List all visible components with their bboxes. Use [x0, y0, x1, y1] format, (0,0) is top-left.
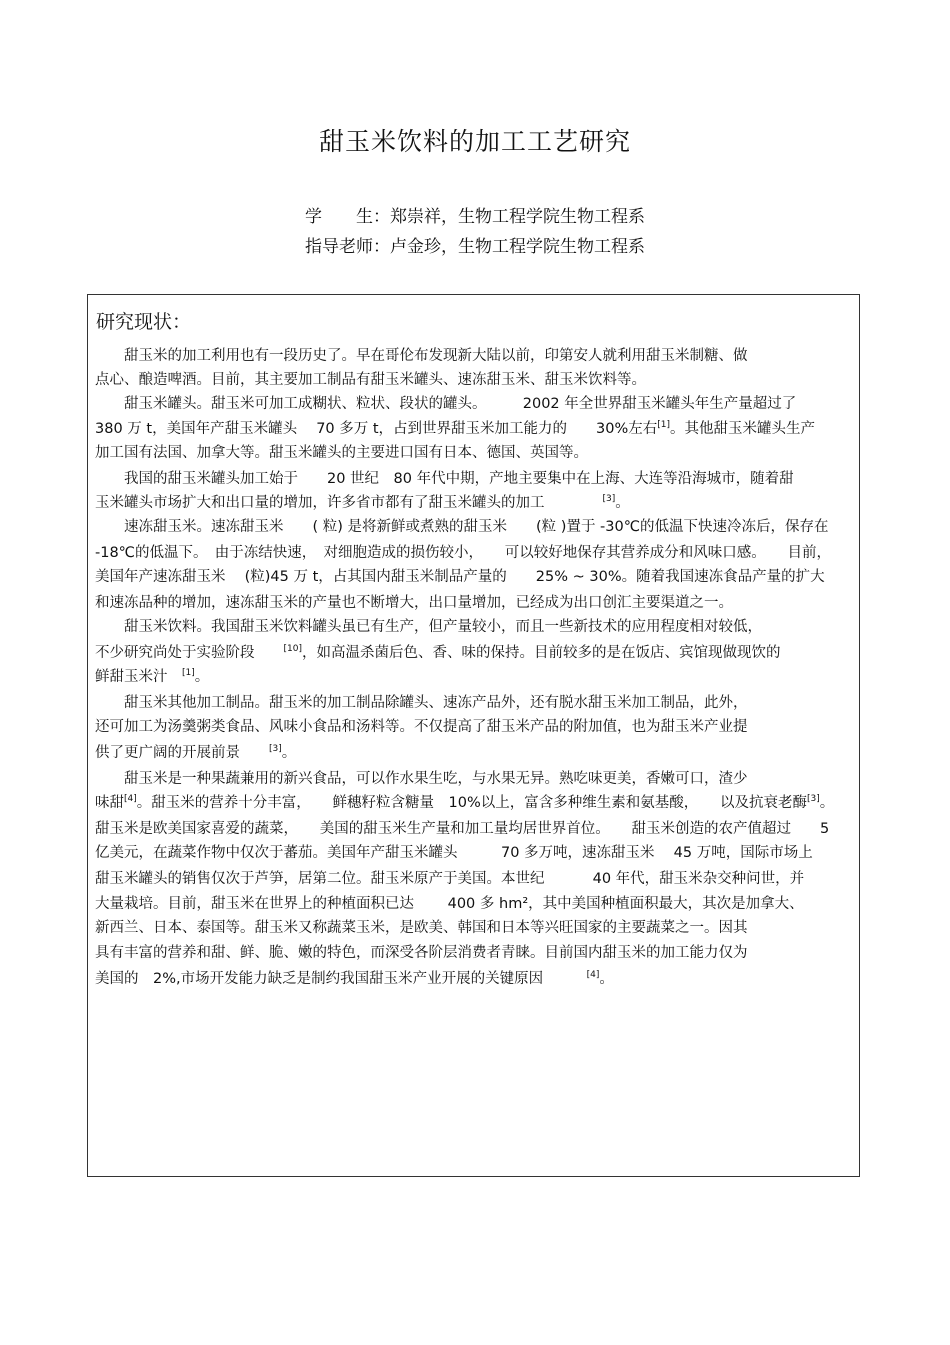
citation-ref: [10] [283, 644, 302, 655]
body-line [95, 794, 834, 812]
body-text: 我国的甜玉米罐头加工始于 20 世纪 80 年代中期，产地主要集中在上海、大连等沿海城市，随着甜 [95, 471, 794, 487]
body-text: 甜玉米其他加工制品。甜玉米的加工制品除罐头、速冻产品外，还有脱水甜玉米加工制品，此外， [95, 695, 748, 711]
body-text: 甜玉米罐头。甜玉米可加工成糊状、粒状、段状的罐头。 2002 年全世界甜玉米罐头年生产量超过了 [95, 396, 797, 412]
body-line [95, 770, 748, 788]
body-text: 。 [194, 669, 210, 685]
body-text: 甜玉米是一种果蔬兼用的新兴食品，可以作水果生吃，与水果无异。熟吃味更美，香嫩可口，渣少 [95, 771, 748, 787]
body-line [95, 618, 762, 636]
body-line [95, 668, 209, 686]
body-text: 还可加工为汤羹粥类食品、风味小食品和汤料等。不仅提高了甜玉米产品的附加值，也为甜玉米产业提 [95, 719, 748, 735]
document-title: 甜玉米饮料的加工工艺研究 [318, 127, 631, 156]
advisor-line: 指导老师：卢金珍，生物工程学院生物工程系 [305, 237, 645, 257]
body-line [95, 371, 646, 389]
body-line [95, 870, 804, 888]
citation-ref: [3] [806, 794, 820, 805]
citation-ref: [3] [269, 744, 282, 755]
body-text: 甜玉米罐头的销售仅次于芦笋，居第二位。甜玉米原产于美国。本世纪 40 年代，甜玉米杂交种问世，并 [95, 871, 805, 887]
body-line [95, 644, 780, 662]
body-text: 点心、酿造啤酒。目前，其主要加工制品有甜玉米罐头、速冻甜玉米、甜玉米饮料等。 [95, 372, 646, 388]
body-line [95, 970, 614, 988]
body-line [95, 444, 588, 462]
body-text: 380 万 t，美国年产甜玉米罐头 70 多万 t，占到世界甜玉米加工能力的 30%左右 [95, 421, 658, 437]
body-line [95, 718, 748, 736]
body-text: 不少研究尚处于实验阶段 [95, 645, 284, 661]
body-text: 美国年产速冻甜玉米 (粒)45 万 t，占其国内甜玉米制品产量的 25% ~ 30%。随着我国速冻食品产量的扩大 [95, 569, 825, 585]
body-line [95, 544, 831, 562]
body-text: 。 [615, 495, 630, 511]
body-line [95, 820, 829, 838]
body-text: ，如高温杀菌后色、香、味的保持。目前较多的是在饭店、宾馆现做现饮的 [301, 645, 781, 661]
body-text: 。甜玉米的营养十分丰富， 鲜穗籽粒含糖量 10%以上，富含多种维生素和氨基酸， 以及抗衰老酶 [136, 795, 807, 811]
body-line [95, 919, 748, 937]
citation-ref: [4] [124, 794, 137, 805]
body-text: 鲜甜玉米汁 [95, 669, 182, 685]
body-text: 亿美元，在蔬菜作物中仅次于蕃茄。美国年产甜玉米罐头 70 多万吨，速冻甜玉米 45 万吨，国际市场上 [95, 845, 813, 861]
section-heading: 研究现状： [96, 311, 192, 333]
body-text: 和速冻品种的增加，速冻甜玉米的产量也不断增大，出口量增加，已经成为出口创汇主要渠道之一。 [95, 595, 733, 611]
body-line [95, 844, 813, 862]
body-text: -18℃的低温下。 由于冻结快速， 对细胞造成的损伤较小， 可以较好地保存其营养成分和风味口感。 目前， [95, 545, 831, 561]
body-text: 速冻甜玉米。速冻甜玉米 ( 粒) 是将新鲜或煮熟的甜玉米 (粒 )置于 -30℃的低温下快速冷冻后，保存在 [95, 519, 829, 535]
research-status-box [87, 294, 860, 1177]
body-text: 供了更广阔的开展前景 [95, 745, 269, 761]
body-text: 。 [281, 745, 297, 761]
body-text: 。 [599, 971, 614, 987]
body-line [95, 518, 829, 536]
body-line [95, 895, 804, 913]
body-line [95, 944, 748, 962]
body-text: 味甜 [95, 795, 124, 811]
body-text: 玉米罐头市场扩大和出口量的增加，许多省市都有了甜玉米罐头的加工 [95, 495, 603, 511]
body-text: 加工国有法国、加拿大等。甜玉米罐头的主要进口国有日本、德国、英国等。 [95, 445, 588, 461]
body-text: 。其他甜玉米罐头生产 [670, 421, 816, 437]
body-text: 甜玉米是欧美国家喜爱的蔬菜， 美国的甜玉米生产量和加工量均居世界首位。 甜玉米创造的农产值超过 5 [95, 821, 830, 837]
body-line [95, 470, 794, 488]
body-text: 具有丰富的营养和甜、鲜、脆、嫩的特色，而深受各阶层消费者青睐。目前国内甜玉米的加工能力仅为 [95, 945, 748, 961]
body-line [95, 694, 748, 712]
body-text: 。 [819, 795, 835, 811]
body-line [95, 594, 733, 612]
citation-ref: [3] [602, 494, 616, 505]
student-line: 学 生：郑崇祥，生物工程学院生物工程系 [305, 207, 645, 227]
citation-ref: [1] [182, 668, 195, 679]
body-text: 甜玉米的加工利用也有一段历史了。早在哥伦布发现新大陆以前，印第安人就利用甜玉米制糖、做 [95, 348, 748, 364]
citation-ref: [1] [657, 420, 671, 431]
body-text: 美国的 2%,市场开发能力缺乏是制约我国甜玉米产业开展的关键原因 [95, 971, 587, 987]
body-line [95, 395, 796, 413]
body-line [95, 347, 748, 365]
body-line [95, 568, 825, 586]
body-text: 大量栽培。目前，甜玉米在世界上的种植面积已达 400 多 hm²，其中美国种植面积最大，其次是加拿大、 [95, 896, 804, 912]
body-text: 新西兰、日本、泰国等。甜玉米又称蔬菜玉米，是欧美、韩国和日本等兴旺国家的主要蔬菜之一。因其 [95, 920, 748, 936]
body-text: 甜玉米饮料。我国甜玉米饮料罐头虽已有生产，但产量较小，而且一些新技术的应用程度相对较低， [95, 619, 762, 635]
body-line [95, 420, 815, 438]
body-line [95, 494, 630, 512]
body-line [95, 744, 296, 762]
citation-ref: [4] [586, 970, 600, 981]
